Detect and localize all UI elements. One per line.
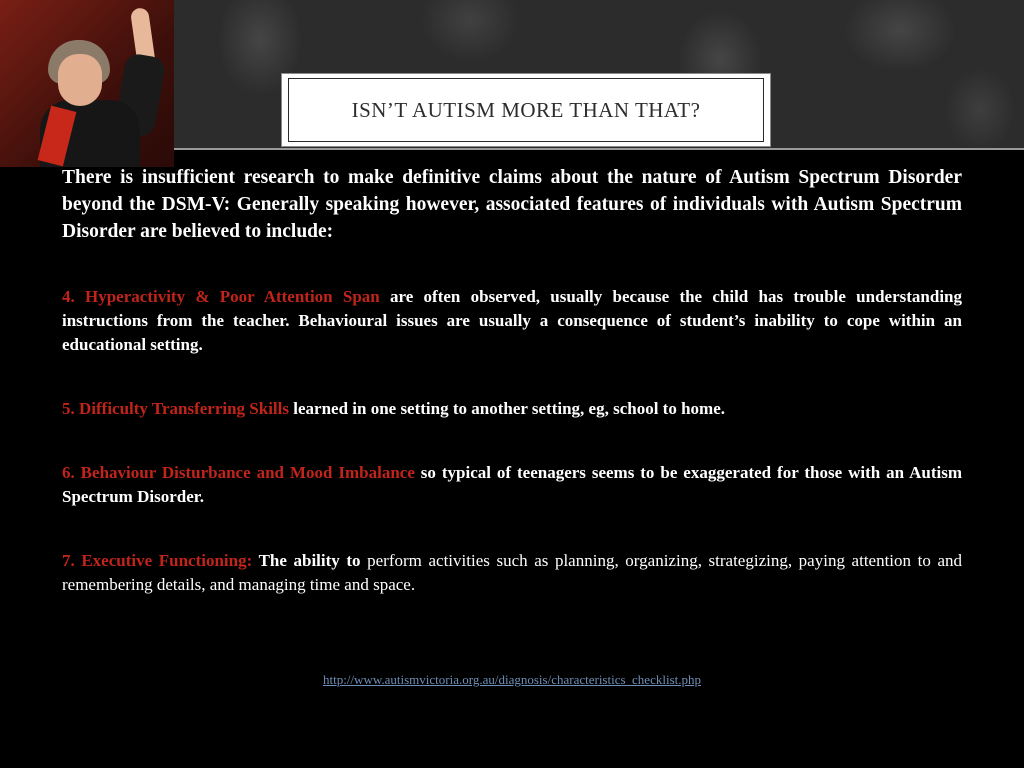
feature-bold-text: The ability to xyxy=(252,551,361,570)
feature-text: perform activities such as planning, organizing, strategizing, paying attention to and remembering details, and managing time and space. xyxy=(62,551,962,594)
feature-heading: 6. Behaviour Disturbance and Mood Imbalance xyxy=(62,463,415,482)
source-link-row xyxy=(0,672,1024,688)
feature-item-6 xyxy=(62,461,962,509)
feature-text: learned in one setting to another setting, eg, school to home. xyxy=(289,399,725,418)
feature-text: are often observed, usually because the child has trouble understanding instructions from the teacher. Behavioural issues are usually a consequence of student’s inability to cope within an educational setting. xyxy=(62,287,962,354)
feature-item-5 xyxy=(62,397,962,421)
slide-title: ISN’T AUTISM MORE THAN THAT? xyxy=(351,97,701,122)
source-link[interactable]: http://www.autismvictoria.org.au/diagnosis/characteristics_checklist.php xyxy=(323,672,701,687)
slide-body xyxy=(62,164,962,597)
feature-item-7 xyxy=(62,549,962,597)
feature-heading: 4. Hyperactivity & Poor Attention Span xyxy=(62,287,380,306)
feature-item-4 xyxy=(62,285,962,357)
intro-paragraph: There is insufficient research to make definitive claims about the nature of Autism Spectrum Disorder beyond the DSM-V: Generally speaking however, associated features of individuals with Autism Spectrum Disorder are believed to include: xyxy=(62,167,962,242)
feature-text: so typical of teenagers seems to be exaggerated for those with an Autism Spectrum Disorder. xyxy=(62,463,962,506)
feature-heading: 7. Executive Functioning: xyxy=(62,551,253,570)
speaker-photo xyxy=(0,0,174,167)
title-box xyxy=(281,73,771,147)
feature-heading: 5. Difficulty Transferring Skills xyxy=(62,399,289,418)
banner-divider xyxy=(174,148,1024,150)
